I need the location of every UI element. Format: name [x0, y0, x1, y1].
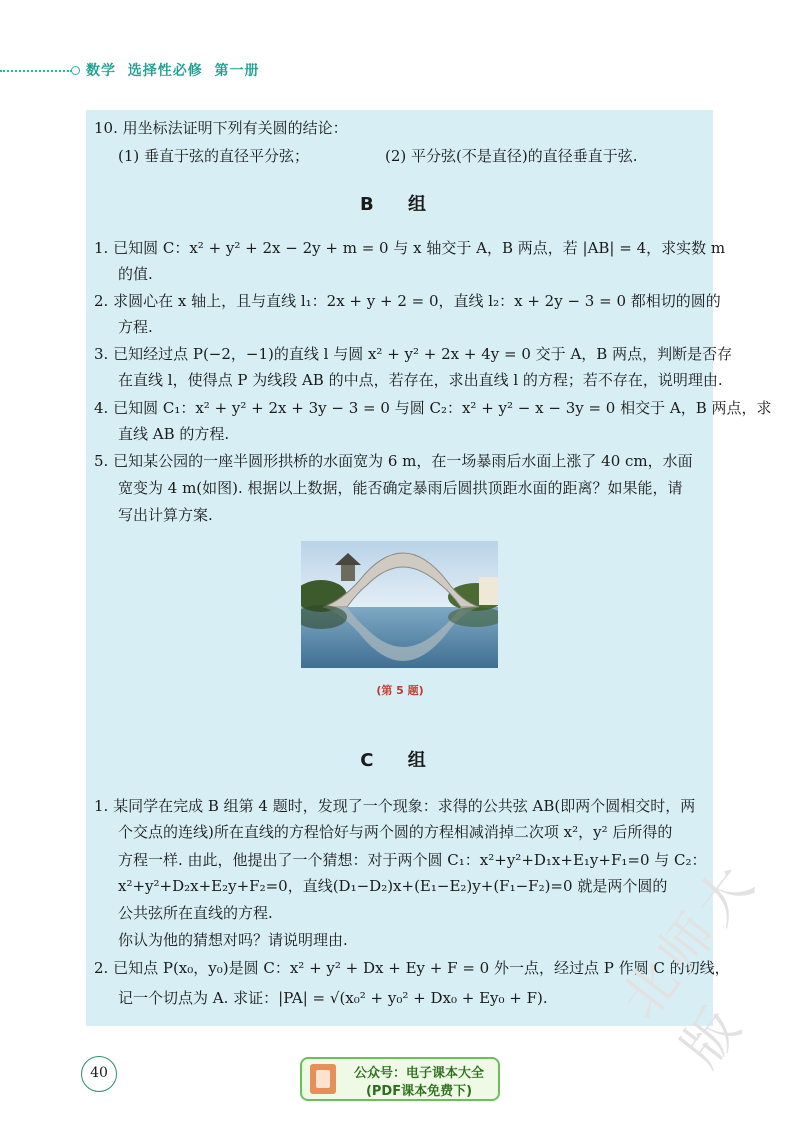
- header-dotted-line: [0, 70, 72, 72]
- c-q1-line3: 方程一样. 由此，他提出了一个猜想：对于两个圆 C₁：x²+y²+D₁x+E₁y+F₁=0 与 C₂：: [118, 851, 707, 869]
- b-q2-line1: 2. 求圆心在 x 轴上，且与直线 l₁：2x + y + 2 = 0，直线 l₂：x + 2y − 3 = 0 都相切的圆的: [94, 292, 721, 310]
- b-q4-line2: 直线 AB 的方程.: [118, 425, 230, 443]
- b-q5-line1: 5. 已知某公园的一座半圆形拱桥的水面宽为 6 m，在一场暴雨后水面上涨了 40 cm，水面: [94, 452, 693, 470]
- group-b-title: B 组: [360, 194, 440, 215]
- question-10-item2: (2) 平分弦(不是直径)的直径垂直于弦.: [385, 147, 638, 165]
- b-q1-line1: 1. 已知圆 C：x² + y² + 2x − 2y + m = 0 与 x 轴交于 A，B 两点，若 |AB| = 4，求实数 m: [94, 239, 726, 257]
- publisher-watermark: 北师大版: [608, 849, 770, 1078]
- b-q5-line2: 宽变为 4 m(如图). 根据以上数据，能否确定暴雨后圆拱顶距水面的距离？如果能，请: [118, 479, 683, 497]
- b-q5-line3: 写出计算方案.: [118, 506, 213, 524]
- c-q2-line2: 记一个切点为 A. 求证：|PA| = √(x₀² + y₀² + Dx₀ + Ey₀ + F).: [118, 989, 548, 1007]
- b-q3-line1: 3. 已知经过点 P(−2，−1)的直线 l 与圆 x² + y² + 2x + 4y = 0 交于 A，B 两点，判断是否存: [94, 345, 733, 363]
- running-header: 数学 选择性必修 第一册: [86, 63, 260, 79]
- promo-banner: [300, 1057, 500, 1101]
- question-10-item1: (1) 垂直于弦的直径平分弦；: [118, 147, 310, 165]
- question-10-line1: 10. 用坐标法证明下列有关圆的结论：: [94, 119, 348, 137]
- b-q1-line2: 的值.: [118, 265, 153, 283]
- c-q1-line6: 你认为他的猜想对吗？请说明理由.: [118, 931, 348, 949]
- c-q1-line5: 公共弦所在直线的方程.: [118, 904, 273, 922]
- book-icon: [310, 1064, 336, 1094]
- b-q2-line2: 方程.: [118, 318, 153, 336]
- b-q3-line2: 在直线 l，使得点 P 为线段 AB 的中点，若存在，求出直线 l 的方程；若不存在，说明理由.: [118, 371, 723, 389]
- c-q1-line4: x²+y²+D₂x+E₂y+F₂=0，直线(D₁−D₂)x+(E₁−E₂)y+(F₁−F₂)=0 就是两个圆的: [118, 877, 668, 895]
- c-q1-line2: 个交点的连线)所在直线的方程恰好与两个圆的方程相减消掉二次项 x²，y² 后所得的: [118, 823, 673, 841]
- page-number: 40: [81, 1056, 117, 1092]
- c-q2-line1: 2. 已知点 P(x₀，y₀)是圆 C：x² + y² + Dx + Ey + F = 0 外一点，经过点 P 作圆 C 的切线，: [94, 959, 730, 977]
- banner-line2: (PDF课本免费下): [365, 1084, 473, 1099]
- figure-caption: (第 5 题): [376, 684, 424, 697]
- banner-line1: 公众号：电子课本大全: [353, 1066, 484, 1081]
- header-ring-icon: [71, 66, 80, 75]
- arch-bridge-photo: [301, 541, 498, 668]
- group-c-title: C 组: [360, 750, 440, 771]
- c-q1-line1: 1. 某同学在完成 B 组第 4 题时，发现了一个现象：求得的公共弦 AB(即两个圆相交时，两: [94, 797, 696, 815]
- b-q4-line1: 4. 已知圆 C₁：x² + y² + 2x + 3y − 3 = 0 与圆 C₂：x² + y² − x − 3y = 0 相交于 A，B 两点，求: [94, 399, 772, 417]
